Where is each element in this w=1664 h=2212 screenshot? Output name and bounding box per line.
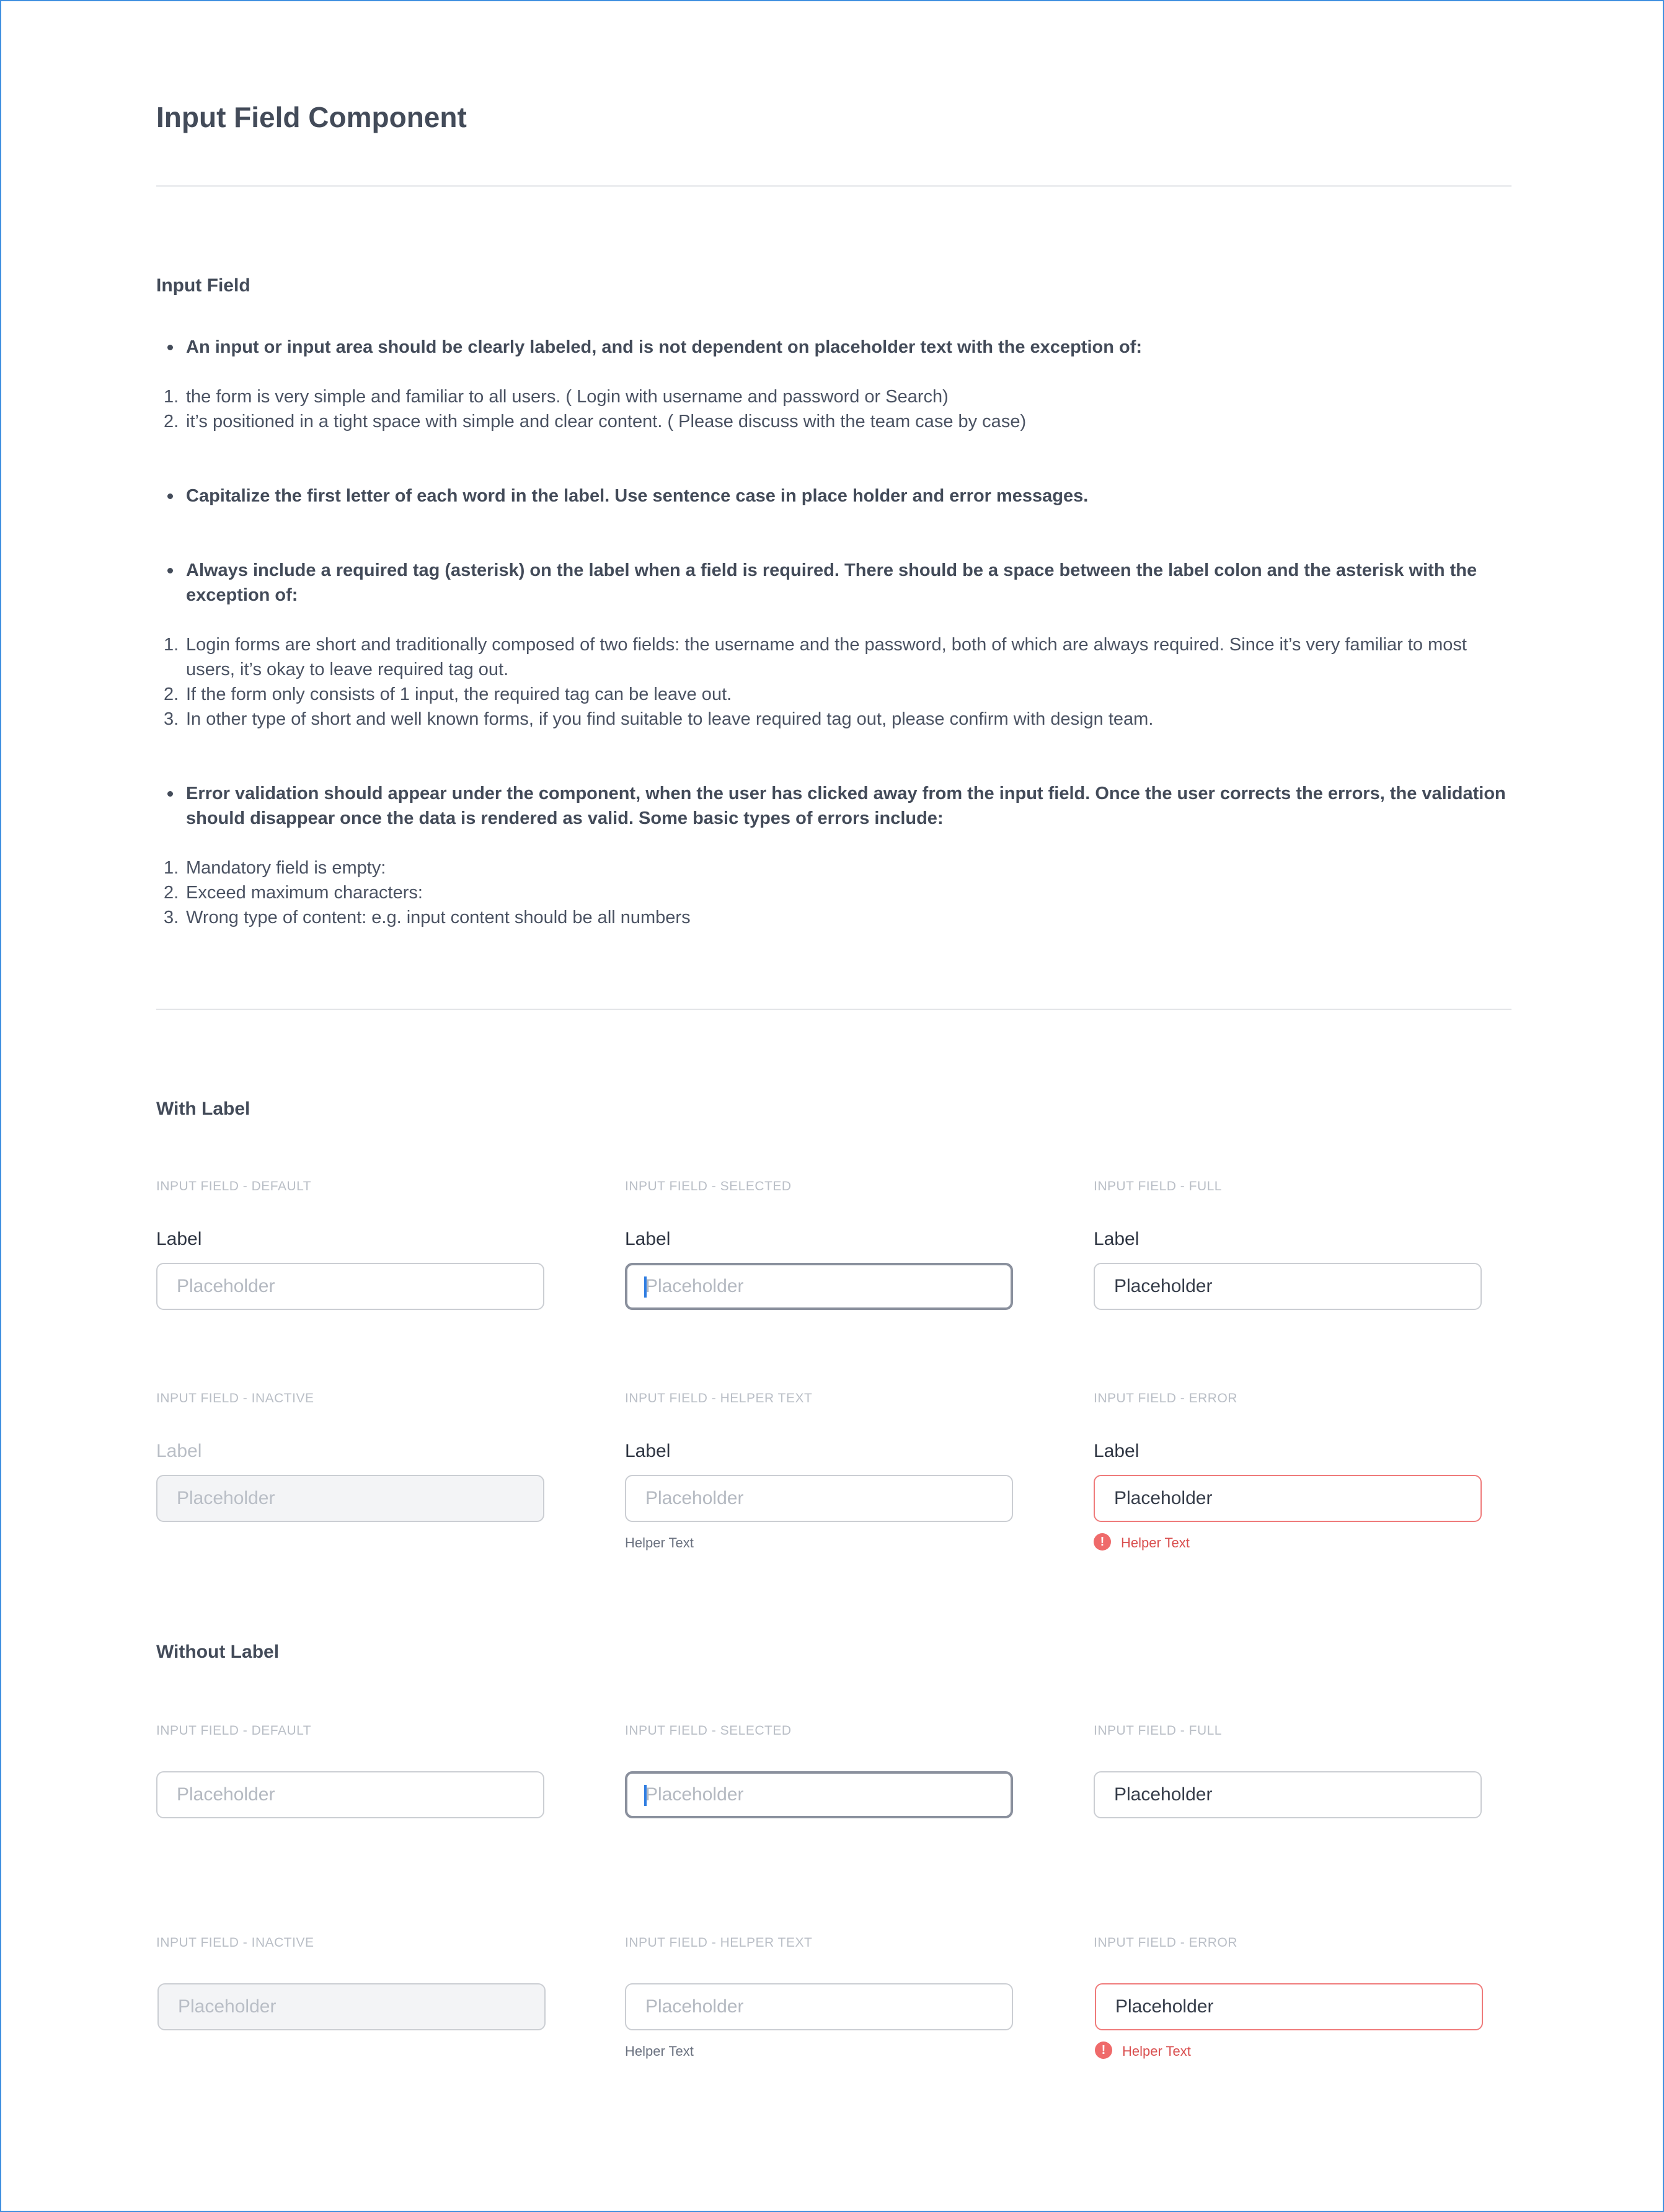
- field-caption: INPUT FIELD - DEFAULT: [156, 1723, 312, 1738]
- text-input-full[interactable]: [1094, 1263, 1482, 1310]
- field-caption: INPUT FIELD - HELPER TEXT: [625, 1935, 813, 1950]
- text-input-full[interactable]: [1094, 1771, 1482, 1818]
- list-item: 3. Wrong type of content: e.g. input content should be all numbers: [164, 905, 1513, 930]
- field-label: Label: [156, 1229, 202, 1249]
- list-item: 2. Exceed maximum characters:: [164, 880, 1513, 905]
- list-item-text: If the form only consists of 1 input, the required tag can be leave out.: [186, 684, 732, 704]
- input-value: Placeholder: [1114, 1784, 1213, 1805]
- without-label-title: Without Label: [156, 1642, 280, 1662]
- bullet-dot: [167, 791, 173, 797]
- field-caption: INPUT FIELD - SELECTED: [625, 1179, 792, 1193]
- field-label: Label: [625, 1441, 671, 1461]
- bullet-dot: [167, 568, 173, 573]
- list-item-text: In other type of short and well known forms, if you find suitable to leave required tag out, please confirm with design team.: [186, 709, 1154, 729]
- error-helper-text: Helper Text: [1121, 1535, 1190, 1551]
- list-item-text: Login forms are short and traditionally composed of two fields: the username and the password, both of which are always required. Since it’s very familiar to most users, it’s okay to leave required tag out.: [186, 635, 1467, 679]
- list-item-text: it’s positioned in a tight space with simple and clear content. ( Please discuss with the team case by case): [186, 412, 1027, 431]
- text-input-inactive: [157, 1983, 546, 2030]
- field-caption: INPUT FIELD - ERROR: [1094, 1391, 1237, 1405]
- bullet-text: Error validation should appear under the component, when the user has clicked away from the input field. Once the user corrects the errors, the validation should disappear once the data is rendered as valid. Some basic types of errors include:: [186, 784, 1506, 828]
- text-input-selected[interactable]: [625, 1771, 1013, 1818]
- bullet-text: An input or input area should be clearly labeled, and is not dependent on placeholder text with the exception of:: [186, 337, 1143, 357]
- divider: [156, 185, 1511, 187]
- field-caption: INPUT FIELD - HELPER TEXT: [625, 1391, 813, 1405]
- input-placeholder: Placeholder: [177, 1276, 275, 1296]
- list-item: 2. If the form only consists of 1 input, the required tag can be leave out.: [164, 682, 1513, 707]
- field-label: Label: [1094, 1441, 1140, 1461]
- list-item-text: the form is very simple and familiar to all users. ( Login with username and password or Search): [186, 387, 949, 407]
- exclamation-circle-icon: !: [1095, 2042, 1112, 2059]
- input-value: Placeholder: [1114, 1276, 1213, 1296]
- field-caption: INPUT FIELD - DEFAULT: [156, 1179, 312, 1193]
- helper-text: Helper Text: [625, 2043, 694, 2059]
- bullet-dot: [167, 493, 173, 499]
- bullet-text: Capitalize the first letter of each word in the label. Use sentence case in place holder and error messages.: [186, 486, 1089, 506]
- exclamation-circle-icon: !: [1094, 1533, 1111, 1551]
- input-placeholder: Placeholder: [178, 1996, 277, 2017]
- error-helper-text: Helper Text: [1122, 2043, 1191, 2059]
- field-caption: INPUT FIELD - INACTIVE: [156, 1391, 314, 1405]
- list-item-text: Wrong type of content: e.g. input content should be all numbers: [186, 908, 691, 927]
- page-title: Input Field Component: [156, 101, 467, 133]
- list-item: 1. Login forms are short and traditionally composed of two fields: the username and the password, both of which are always required. Since it’s very familiar to most users, it’s okay to leave required tag out.: [164, 632, 1513, 682]
- field-caption: INPUT FIELD - INACTIVE: [156, 1935, 314, 1950]
- input-value: Placeholder: [1115, 1996, 1214, 2017]
- input-placeholder: Placeholder: [645, 1784, 744, 1805]
- input-value: Placeholder: [1114, 1488, 1213, 1508]
- text-input-default[interactable]: [156, 1771, 544, 1818]
- guidelines-title: Input Field: [156, 275, 250, 296]
- bullet-text: Always include a required tag (asterisk) on the label when a field is required. There should be a space between the label colon and the asterisk with the exception of:: [186, 560, 1477, 605]
- field-caption: INPUT FIELD - FULL: [1094, 1179, 1222, 1193]
- field-label: Label: [156, 1441, 202, 1461]
- field-label: Label: [1094, 1229, 1140, 1249]
- input-placeholder: Placeholder: [645, 1276, 744, 1296]
- list-item: 3. In other type of short and well known forms, if you find suitable to leave required tag out, please confirm with design team.: [164, 707, 1513, 732]
- field-caption: INPUT FIELD - SELECTED: [625, 1723, 792, 1738]
- text-input-helper[interactable]: [625, 1475, 1013, 1522]
- text-input-error[interactable]: [1095, 1983, 1483, 2030]
- field-caption: INPUT FIELD - FULL: [1094, 1723, 1222, 1738]
- list-item-text: Exceed maximum characters:: [186, 883, 423, 903]
- input-placeholder: Placeholder: [177, 1784, 275, 1805]
- divider: [156, 1009, 1511, 1010]
- guideline-bullet: [167, 781, 1513, 831]
- input-placeholder: Placeholder: [645, 1996, 744, 2017]
- text-input-selected[interactable]: [625, 1263, 1013, 1310]
- text-input-default[interactable]: [156, 1263, 544, 1310]
- input-placeholder: Placeholder: [177, 1488, 275, 1508]
- text-input-error[interactable]: [1094, 1475, 1482, 1522]
- list-item: 1. Mandatory field is empty:: [164, 856, 1513, 880]
- field-caption: INPUT FIELD - ERROR: [1094, 1935, 1237, 1950]
- guideline-bullet: [167, 558, 1513, 608]
- guideline-bullet: [167, 484, 1513, 508]
- text-input-helper[interactable]: [625, 1983, 1013, 2030]
- list-item-text: Mandatory field is empty:: [186, 858, 386, 878]
- bullet-dot: [167, 345, 173, 350]
- with-label-title: With Label: [156, 1099, 250, 1119]
- list-item: 1. the form is very simple and familiar to all users. ( Login with username and password or Search): [164, 384, 1513, 409]
- input-placeholder: Placeholder: [645, 1488, 744, 1508]
- field-label: Label: [625, 1229, 671, 1249]
- list-item: 2. it’s positioned in a tight space with simple and clear content. ( Please discuss with the team case by case): [164, 409, 1513, 434]
- helper-text: Helper Text: [625, 1535, 694, 1551]
- text-input-inactive: [156, 1475, 544, 1522]
- guideline-bullet: [167, 335, 1513, 360]
